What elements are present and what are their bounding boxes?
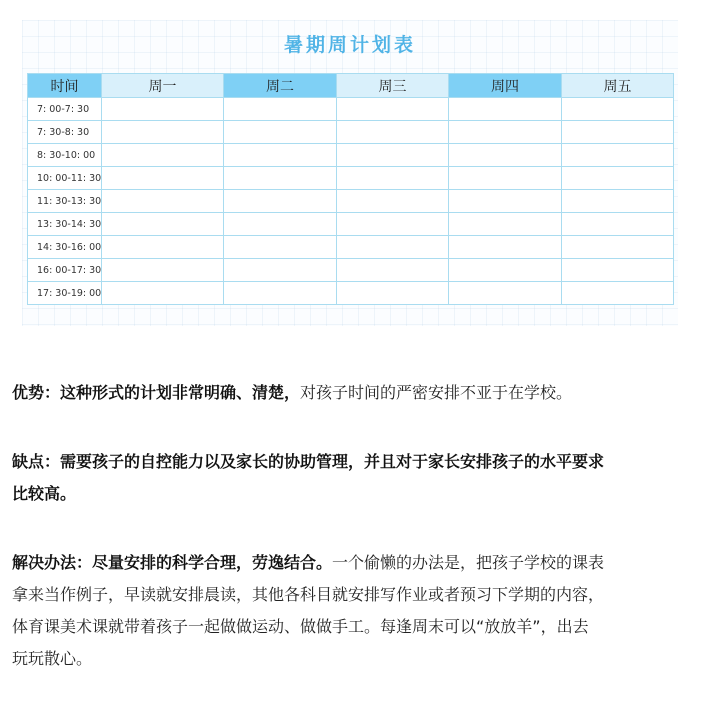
schedule-cell: [449, 259, 562, 282]
schedule-row: [28, 144, 674, 167]
schedule-cell: [562, 282, 674, 305]
solution-line-1: 一个偷懒的办法是，把孩子学校的课表: [332, 553, 605, 572]
schedule-cell: [102, 282, 224, 305]
schedule-row: [28, 98, 674, 121]
time-slot-cell: 13: 30-14: 30: [28, 213, 102, 236]
schedule-cell: [337, 259, 449, 282]
schedule-cell: [337, 236, 449, 259]
schedule-cell: [449, 98, 562, 121]
schedule-cell: [102, 167, 224, 190]
schedule-cell: [449, 144, 562, 167]
advantage-paragraph: [12, 377, 712, 409]
schedule-cell: [449, 213, 562, 236]
schedule-card: [22, 20, 678, 326]
schedule-cell: [562, 121, 674, 144]
schedule-cell: [102, 190, 224, 213]
header-wednesday: 周三: [337, 74, 449, 98]
time-slot-cell: 7: 00-7: 30: [28, 98, 102, 121]
schedule-table: [27, 73, 674, 305]
disadvantage-line-2: 比较高。: [12, 484, 77, 503]
time-slot-cell: 14: 30-16: 00: [28, 236, 102, 259]
schedule-cell: [337, 190, 449, 213]
schedule-cell: [224, 213, 337, 236]
schedule-cell: [562, 236, 674, 259]
header-monday: 周一: [102, 74, 224, 98]
schedule-row: [28, 213, 674, 236]
schedule-cell: [449, 236, 562, 259]
schedule-title: 暑期周计划表: [283, 34, 416, 56]
schedule-cell: [562, 213, 674, 236]
advantage-text: 对孩子时间的严密安排不亚于在学校。: [300, 383, 573, 402]
solution-line-4: 玩玩散心。: [12, 649, 93, 668]
schedule-cell: [337, 282, 449, 305]
schedule-cell: [337, 144, 449, 167]
schedule-row: [28, 190, 674, 213]
solution-line-2: 拿来当作例子，早读就安排晨读，其他各科目就安排写作业或者预习下学期的内容，: [12, 585, 605, 604]
schedule-cell: [102, 259, 224, 282]
time-slot-cell: 17: 30-19: 00: [28, 282, 102, 305]
schedule-cell: [224, 190, 337, 213]
schedule-row: [28, 167, 674, 190]
schedule-header-row: [28, 74, 674, 98]
schedule-cell: [449, 282, 562, 305]
schedule-row: [28, 259, 674, 282]
schedule-cell: [224, 259, 337, 282]
schedule-cell: [102, 236, 224, 259]
schedule-body: [28, 98, 674, 305]
header-friday: 周五: [562, 74, 674, 98]
time-slot-cell: 8: 30-10: 00: [28, 144, 102, 167]
schedule-row: [28, 236, 674, 259]
schedule-cell: [102, 213, 224, 236]
schedule-cell: [337, 98, 449, 121]
schedule-cell: [224, 236, 337, 259]
time-slot-cell: 10: 00-11: 30: [28, 167, 102, 190]
header-tuesday: 周二: [224, 74, 337, 98]
schedule-cell: [102, 121, 224, 144]
schedule-row: [28, 282, 674, 305]
advantage-heading: 优势：这种形式的计划非常明确、清楚，: [12, 383, 301, 402]
schedule-cell: [449, 190, 562, 213]
schedule-cell: [562, 167, 674, 190]
schedule-cell: [224, 121, 337, 144]
time-slot-cell: 7: 30-8: 30: [28, 121, 102, 144]
schedule-cell: [449, 121, 562, 144]
header-thursday: 周四: [449, 74, 562, 98]
solution-heading: 解决办法：尽量安排的科学合理，劳逸结合。: [12, 553, 333, 572]
schedule-cell: [224, 144, 337, 167]
schedule-cell: [224, 282, 337, 305]
schedule-cell: [449, 167, 562, 190]
schedule-cell: [337, 121, 449, 144]
schedule-cell: [337, 213, 449, 236]
time-slot-cell: 11: 30-13: 30: [28, 190, 102, 213]
solution-line-3: 体育课美术课就带着孩子一起做做运动、做做手工。每逢周末可以“放放羊”，出去: [12, 617, 589, 636]
schedule-cell: [224, 98, 337, 121]
schedule-cell: [224, 167, 337, 190]
schedule-cell: [562, 259, 674, 282]
header-time: 时间: [28, 74, 102, 98]
schedule-cell: [102, 98, 224, 121]
schedule-cell: [562, 98, 674, 121]
schedule-cell: [102, 144, 224, 167]
schedule-cell: [337, 167, 449, 190]
schedule-cell: [562, 190, 674, 213]
disadvantage-paragraph: [12, 446, 712, 510]
solution-paragraph: [12, 547, 712, 675]
time-slot-cell: 16: 00-17: 30: [28, 259, 102, 282]
disadvantage-line-1: 缺点：需要孩子的自控能力以及家长的协助管理，并且对于家长安排孩子的水平要求: [12, 452, 605, 471]
schedule-cell: [562, 144, 674, 167]
schedule-row: [28, 121, 674, 144]
